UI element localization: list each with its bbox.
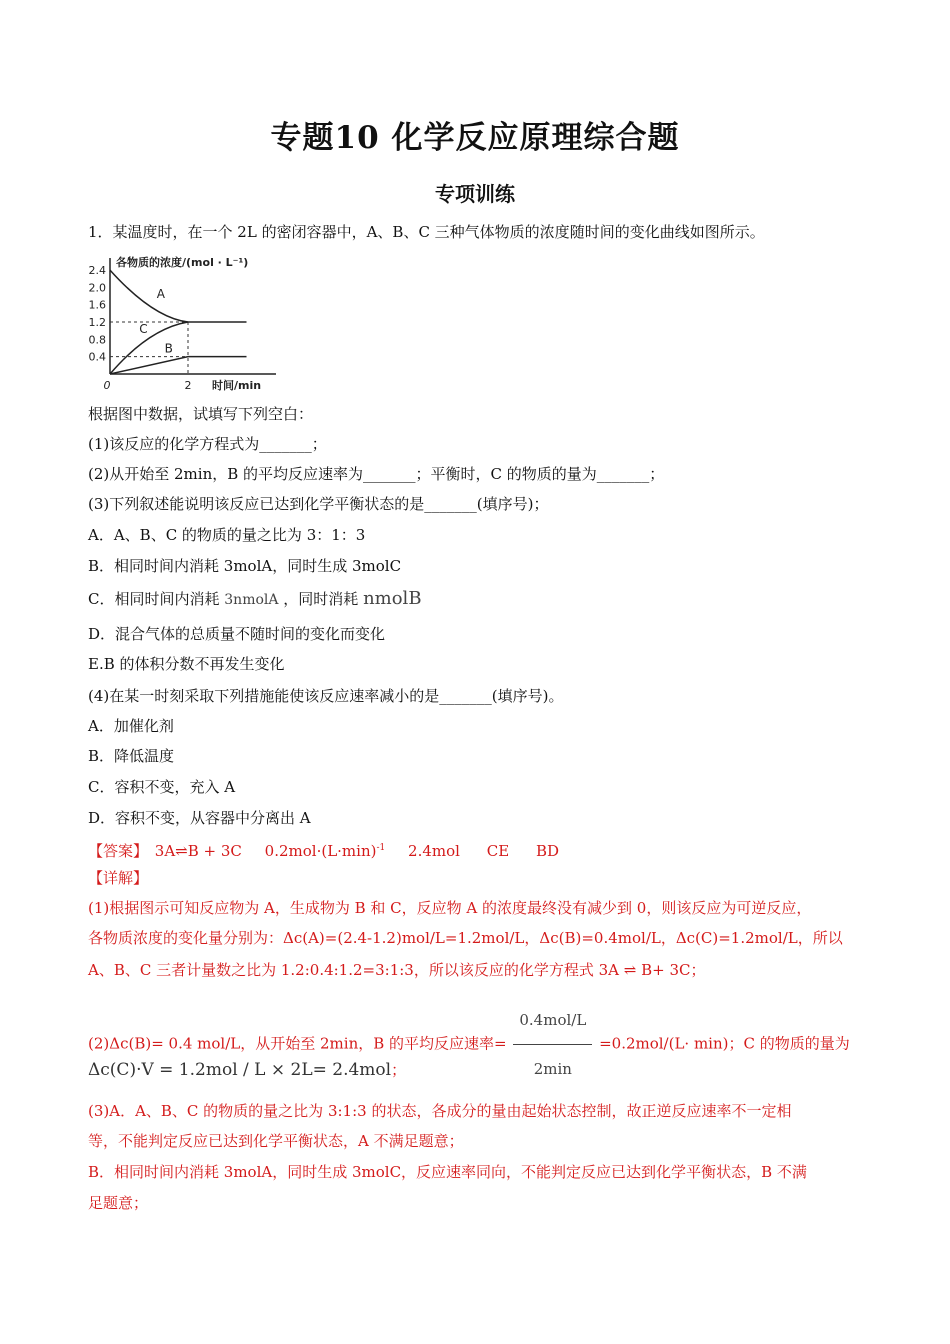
moles-formula: Δc(C)·V = 1.2mol / L × 2L= 2.4mol [88, 1060, 392, 1080]
y-tick-label: 0.8 [88, 333, 106, 347]
detail-line-6: (3)A．A、B、C 的物质的量之比为 3:1:3 的状态，各成分的量由起始状态控制，故正逆反应速率不一定相 [88, 1102, 792, 1120]
option-4a: A．加催化剂 [88, 717, 174, 735]
page-title: 专题10 化学反应原理综合题 [270, 120, 680, 156]
detail-line-7: 等，不能判定反应已达到化学平衡状态，A 不满足题意； [88, 1132, 464, 1150]
detail-line-3: A、B、C 三者计量数之比为 1.2:0.4:1.2=3:1:3，所以该反应的化学方程式 3A ⇌ B+ 3C； [88, 961, 706, 979]
series-a-label: A [156, 287, 166, 302]
y-tick-label: 2.0 [88, 281, 106, 295]
answer-line [88, 838, 559, 861]
detail-label: 【详解】 [88, 869, 149, 887]
y-tick-label: 0.4 [88, 350, 106, 364]
y-tick-label: 1.2 [88, 316, 106, 330]
detail-line-8: B．相同时间内消耗 3molA，同时生成 3molC，反应速率同向，不能判定反应已达到化学平衡状态，B 不满 [88, 1163, 807, 1181]
y-tick-label: 1.6 [88, 298, 106, 312]
option-4c: C．容积不变，充入 A [88, 778, 236, 796]
series-c-label: C [139, 321, 148, 336]
question-part-4: (4)在某一时刻采取下列措施能使该反应速率减小的是_______(填序号)。 [88, 687, 564, 705]
detail-line-9: 足题意； [88, 1194, 149, 1212]
answer-3: 2.4mol [408, 842, 460, 860]
rate-fraction [513, 998, 592, 1091]
x-tick-label: 2 [184, 379, 192, 392]
question-part-3: (3)下列叙述能说明该反应已达到化学平衡状态的是_______(填序号)； [88, 495, 549, 513]
option-3c-term-b: nmolB [363, 588, 422, 609]
fraction-denominator: 2min [533, 1060, 572, 1078]
answer-label: 【答案】 [88, 842, 149, 860]
detail-line-4-post: =0.2mol/(L· min)；C 的物质的量为 [599, 1034, 850, 1053]
detail-line-2: 各物质浓度的变化量分别为：Δc(A)=(2.4-1.2)mol/L=1.2mol/L，Δc(B)=0.4mol/L，Δc(C)=1.2mol/L，所以 [88, 929, 843, 947]
intro-text: 根据图中数据，试填写下列空白： [88, 405, 314, 423]
series-b-label: B [164, 341, 173, 356]
series-b-line [110, 357, 247, 374]
x-tick-label: 0 [103, 379, 111, 392]
option-3b: B．相同时间内消耗 3molA，同时生成 3molC [88, 557, 402, 575]
y-axis-label: 各物质的浓度/(mol · L⁻¹) [116, 256, 249, 269]
detail-line-1: (1)根据图示可知反应物为 A，生成物为 B 和 C，反应物 A 的浓度最终没有减少到 0，则该反应为可逆反应， [88, 899, 812, 917]
option-4b: B．降低温度 [88, 747, 175, 765]
option-3d: D．混合气体的总质量不随时间的变化而变化 [88, 625, 386, 643]
section-subtitle: 专项训练 [435, 182, 515, 206]
question-part-1: (1)该反应的化学方程式为_______； [88, 435, 327, 453]
question-part-2: (2)从开始至 2min，B 的平均反应速率为_______；平衡时，C 的物质的量为_______； [88, 465, 665, 483]
fraction-numerator: 0.4mol/L [513, 998, 592, 1045]
detail-line-4-pre: (2)Δc(B)= 0.4 mol/L，从开始至 2min，B 的平均反应速率= [88, 1034, 507, 1053]
option-3c-mid: ，同时消耗 [283, 590, 359, 608]
answer-1: 3A⇌B + 3C [154, 842, 242, 860]
question-stem: 1．某温度时，在一个 2L 的密闭容器中，A、B、C 三种气体物质的浓度随时间的变化曲线如图所示。 [88, 223, 765, 241]
option-4d: D．容积不变，从容器中分离出 A [88, 809, 311, 827]
detail-line-5: Δc(C)·V = 1.2mol / L × 2L= 2.4mol； [88, 1060, 407, 1080]
option-3c-term-a: 3nmolA [224, 592, 279, 608]
option-3c [88, 589, 422, 610]
answer-5: BD [535, 842, 560, 860]
answer-4: CE [486, 842, 510, 860]
series-c-line [110, 322, 188, 374]
concentration-time-chart [86, 252, 286, 392]
option-3a: A．A、B、C 的物质的量之比为 3：1：3 [88, 526, 366, 544]
answer-2: $0.2mol\cdot(L\cdot\min)^{-1}$ [264, 842, 386, 860]
option-3e: E.B 的体积分数不再发生变化 [88, 655, 285, 673]
series-a-line [110, 270, 247, 322]
x-axis-label: 时间/min [212, 379, 262, 392]
y-tick-label: 2.4 [88, 264, 106, 278]
option-3c-pre: C．相同时间内消耗 [88, 590, 220, 608]
